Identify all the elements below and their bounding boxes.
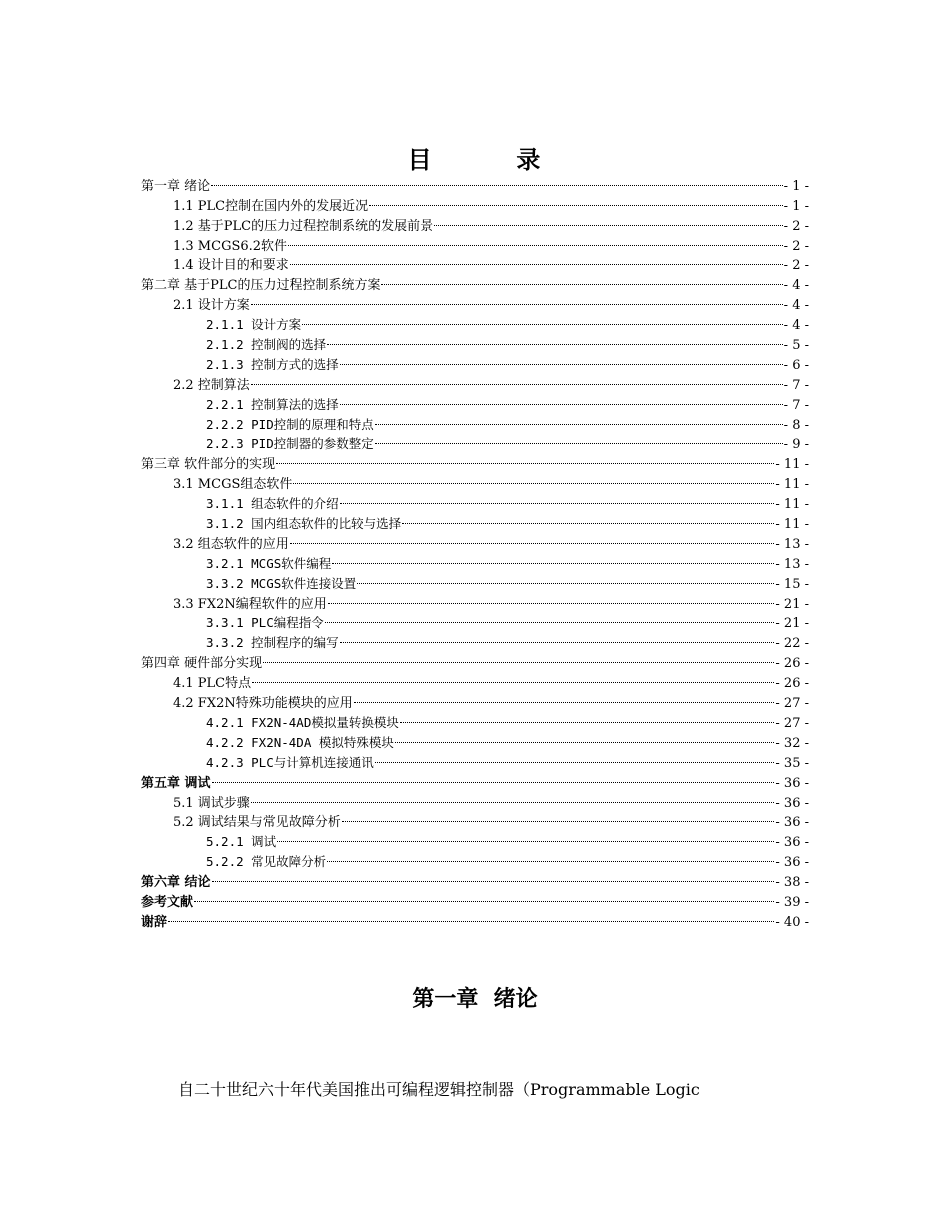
toc-page-number: - 32 - (775, 735, 809, 751)
toc-entry-text: 2.2.1 控制算法的选择 (206, 396, 339, 412)
toc-page-number: - 13 - (775, 536, 809, 552)
toc-dot-leader (263, 647, 774, 667)
toc-page-number: - 26 - (775, 676, 809, 692)
toc-entry-text: 第三章 软件部分的实现 (141, 457, 276, 473)
toc-dot-leader (395, 727, 775, 747)
toc-page-number: - 27 - (775, 696, 809, 712)
toc-entry[interactable] (141, 886, 809, 910)
toc-page-number: - 11 - (775, 457, 809, 473)
toc-page-number: - 2 - (783, 238, 809, 254)
toc-page-number: - 26 - (775, 656, 809, 672)
toc-page-number: - 8 - (783, 417, 809, 433)
toc-entry-text: 5.2 调试结果与常见故障分析 (173, 815, 341, 831)
toc-entry-text: 5.2.2 常见故障分析 (206, 854, 327, 870)
toc-entry-text: 3.1 MCGS组态软件 (173, 477, 293, 493)
toc-page-number: - 13 - (775, 556, 809, 572)
body-paragraph: 自二十世纪六十年代美国推出可编程逻辑控制器（Programmable Logic (178, 1080, 700, 1099)
toc-entry-text: 1.1 PLC控制在国内外的发展近况 (173, 198, 369, 214)
toc-entry-text: 3.1.1 组态软件的介绍 (206, 496, 339, 512)
toc-entry-text: 2.1.1 设计方案 (206, 317, 302, 333)
toc-page-number: - 27 - (775, 715, 809, 731)
toc-entry-text: 3.2.1 MCGS软件编程 (206, 555, 332, 571)
toc-entry-text: 第六章 结论 (141, 875, 211, 891)
toc-page-number: - 1 - (783, 178, 809, 194)
toc-dot-leader (340, 627, 775, 647)
toc-dot-leader (381, 269, 782, 289)
toc-dot-leader (434, 210, 783, 230)
toc-dot-leader (212, 767, 775, 787)
toc-dot-leader (252, 667, 774, 687)
toc-title: 目 录 (407, 145, 543, 174)
toc-dot-leader (328, 588, 775, 608)
toc-entry-text: 4.1 PLC特点 (173, 676, 252, 692)
toc-page-number: - 9 - (783, 437, 809, 453)
toc-entry-text: 2.1 设计方案 (173, 298, 250, 314)
toc-page-number: - 36 - (775, 815, 809, 831)
toc-entry-text: 第五章 调试 (141, 775, 211, 791)
toc-page-number: - 11 - (775, 477, 809, 493)
toc-page-number: - 7 - (783, 377, 809, 393)
toc-entry[interactable] (141, 190, 809, 214)
toc-dot-leader (290, 250, 783, 270)
toc-dot-leader (375, 409, 783, 429)
toc-dot-leader (340, 488, 775, 508)
toc-entry-text: 2.2 控制算法 (173, 377, 250, 393)
toc-page-number: - 4 - (783, 278, 809, 294)
toc-dot-leader (211, 170, 783, 190)
toc-dot-leader (325, 608, 775, 628)
toc-entry-text: 3.3.2 控制程序的编写 (206, 635, 339, 651)
toc-entry[interactable] (141, 170, 809, 194)
toc-dot-leader (168, 906, 774, 926)
toc-dot-leader (288, 230, 783, 250)
toc-page-number: - 1 - (783, 198, 809, 214)
toc-page-number: - 40 - (775, 914, 809, 930)
toc-entry-text: 3.1.2 国内组态软件的比较与选择 (206, 516, 402, 532)
toc-page-number: - 39 - (775, 894, 809, 910)
toc-page-number: - 2 - (783, 258, 809, 274)
toc-page-number: - 22 - (775, 636, 809, 652)
toc-page-number: - 2 - (783, 218, 809, 234)
toc-entry-text: 2.1.2 控制阀的选择 (206, 337, 327, 353)
toc-dot-leader (212, 866, 775, 886)
toc-dot-leader (340, 349, 783, 369)
toc-dot-leader (375, 747, 775, 767)
toc-dot-leader (332, 548, 774, 568)
toc-dot-leader (327, 329, 783, 349)
toc-page-number: - 36 - (775, 775, 809, 791)
toc-dot-leader (354, 687, 775, 707)
toc-entry[interactable] (141, 787, 809, 811)
toc-page-number: - 7 - (783, 397, 809, 413)
toc-page-number: - 36 - (775, 795, 809, 811)
toc-entry-text: 4.2.1 FX2N-4AD模拟量转换模块 (206, 714, 399, 730)
toc-entry[interactable] (141, 866, 809, 891)
toc-entry-text: 3.3.2 MCGS软件连接设置 (206, 575, 357, 591)
toc-page-number: - 21 - (775, 596, 809, 612)
toc-entry-text: 参考文献 (141, 894, 194, 910)
toc-list (141, 170, 809, 930)
toc-page-number: - 6 - (783, 357, 809, 373)
toc-dot-leader (277, 826, 774, 846)
toc-dot-leader (400, 707, 775, 727)
toc-page-number: - 11 - (775, 497, 809, 513)
toc-entry-text: 2.2.3 PID控制器的参数整定 (206, 436, 374, 452)
toc-dot-leader (276, 448, 774, 468)
toc-dot-leader (251, 787, 775, 807)
toc-entry-text: 1.3 MCGS6.2软件 (173, 238, 288, 254)
toc-dot-leader (251, 369, 783, 389)
toc-dot-leader (369, 190, 783, 210)
chapter-heading: 第一章 绪论 (412, 986, 538, 1012)
toc-entry-text: 2.2.2 PID控制的原理和特点 (206, 416, 374, 432)
toc-dot-leader (342, 807, 775, 827)
toc-page-number: - 38 - (775, 875, 809, 891)
toc-entry-text: 谢辞 (141, 914, 168, 930)
toc-entry-text: 第一章 绪论 (141, 178, 211, 194)
toc-entry-text: 第二章 基于PLC的压力过程控制系统方案 (141, 278, 381, 294)
toc-entry[interactable] (141, 767, 809, 791)
toc-entry-text: 5.1 调试步骤 (173, 795, 250, 811)
toc-page-number: - 4 - (783, 318, 809, 334)
toc-dot-leader (327, 846, 774, 866)
toc-entry-text: 1.4 设计目的和要求 (173, 258, 289, 274)
toc-dot-leader (357, 568, 774, 588)
toc-page-number: - 36 - (775, 835, 809, 851)
toc-entry-text: 4.2.2 FX2N-4DA 模拟特殊模块 (206, 734, 394, 750)
toc-entry-text: 5.2.1 调试 (206, 834, 277, 850)
toc-page-number: - 5 - (783, 338, 809, 354)
toc-dot-leader (251, 289, 783, 309)
toc-page-number: - 36 - (775, 855, 809, 871)
toc-page-number: - 35 - (775, 755, 809, 771)
toc-dot-leader (194, 886, 774, 906)
toc-entry-text: 1.2 基于PLC的压力过程控制系统的发展前景 (173, 218, 434, 234)
toc-dot-leader (302, 309, 783, 329)
toc-entry-text: 4.2.3 PLC与计算机连接通讯 (206, 754, 374, 770)
toc-entry-text: 2.1.3 控制方式的选择 (206, 356, 339, 372)
toc-dot-leader (293, 468, 774, 488)
toc-page-number: - 11 - (775, 517, 809, 533)
toc-dot-leader (375, 429, 783, 449)
toc-dot-leader (290, 528, 775, 548)
toc-entry[interactable] (141, 906, 809, 930)
toc-entry-text: 3.3 FX2N编程软件的应用 (173, 596, 327, 612)
toc-page-number: - 4 - (783, 298, 809, 314)
toc-page-number: - 21 - (775, 616, 809, 632)
toc-dot-leader (402, 508, 774, 528)
toc-entry-text: 3.3.1 PLC编程指令 (206, 615, 324, 631)
toc-page-number: - 15 - (775, 576, 809, 592)
toc-entry-text: 第四章 硬件部分实现 (141, 656, 263, 672)
toc-entry-text: 4.2 FX2N特殊功能模块的应用 (173, 696, 353, 712)
toc-entry-text: 3.2 组态软件的应用 (173, 536, 289, 552)
toc-dot-leader (340, 389, 783, 409)
